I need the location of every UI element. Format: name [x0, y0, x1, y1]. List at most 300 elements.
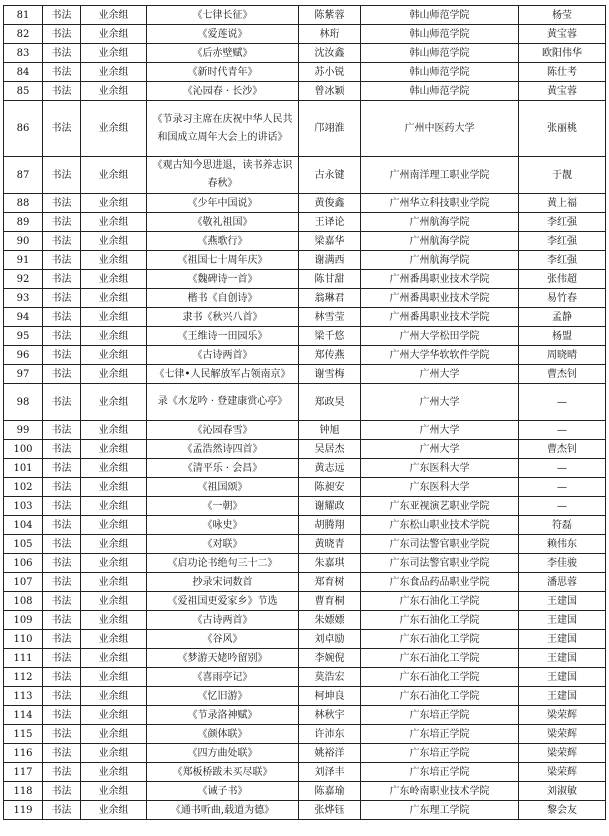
advisor-cell: 黎会友	[519, 801, 606, 820]
category-cell: 书法	[43, 706, 81, 725]
group-cell: 业余组	[81, 6, 147, 25]
work-title-cell: 隶书《秋兴八首》	[147, 308, 299, 327]
advisor-cell: 曹杰钊	[519, 365, 606, 384]
school-cell: 广州大学	[361, 440, 519, 459]
school-cell: 广东石油化工学院	[361, 668, 519, 687]
table-row	[4, 308, 606, 327]
table-row	[4, 157, 606, 194]
row-number-cell: 97	[4, 365, 43, 384]
group-cell: 业余组	[81, 327, 147, 346]
school-cell: 广州大学华软软件学院	[361, 346, 519, 365]
author-cell: 郑育树	[299, 573, 361, 592]
advisor-cell: —	[519, 384, 606, 421]
group-cell: 业余组	[81, 101, 147, 157]
advisor-cell: 张伟超	[519, 270, 606, 289]
table-row	[4, 346, 606, 365]
category-cell: 书法	[43, 497, 81, 516]
group-cell: 业余组	[81, 289, 147, 308]
group-cell: 业余组	[81, 44, 147, 63]
table-row	[4, 251, 606, 270]
awards-table	[3, 5, 606, 820]
row-number-cell: 87	[4, 157, 43, 194]
group-cell: 业余组	[81, 630, 147, 649]
school-cell: 广州番禺职业技术学院	[361, 308, 519, 327]
table-row	[4, 421, 606, 440]
advisor-cell: 王建国	[519, 668, 606, 687]
category-cell: 书法	[43, 459, 81, 478]
work-title-cell: 《郑板桥跋未买尽联》	[147, 763, 299, 782]
row-number-cell: 107	[4, 573, 43, 592]
group-cell: 业余组	[81, 744, 147, 763]
advisor-cell: 易竹春	[519, 289, 606, 308]
author-cell: 黄志远	[299, 459, 361, 478]
category-cell: 书法	[43, 687, 81, 706]
group-cell: 业余组	[81, 535, 147, 554]
advisor-cell: 欧阳伟华	[519, 44, 606, 63]
author-cell: 梁嘉华	[299, 232, 361, 251]
table-row	[4, 6, 606, 25]
advisor-cell: 刘淑敏	[519, 782, 606, 801]
author-cell: 谢耀政	[299, 497, 361, 516]
author-cell: 黄晓青	[299, 535, 361, 554]
work-title-cell: 《沁园春雪》	[147, 421, 299, 440]
work-title-cell: 《少年中国说》	[147, 194, 299, 213]
school-cell: 韩山师范学院	[361, 6, 519, 25]
work-title-cell: 《王维诗一田园乐》	[147, 327, 299, 346]
advisor-cell: —	[519, 459, 606, 478]
row-number-cell: 91	[4, 251, 43, 270]
table-row	[4, 101, 606, 157]
row-number-cell: 102	[4, 478, 43, 497]
category-cell: 书法	[43, 744, 81, 763]
group-cell: 业余组	[81, 782, 147, 801]
author-cell: 曹育桐	[299, 592, 361, 611]
school-cell: 广东医科大学	[361, 459, 519, 478]
group-cell: 业余组	[81, 213, 147, 232]
table-row	[4, 478, 606, 497]
table-row	[4, 801, 606, 820]
work-title-cell: 楷书《自创诗》	[147, 289, 299, 308]
author-cell: 邝翊淮	[299, 101, 361, 157]
author-cell: 陈甘甜	[299, 270, 361, 289]
school-cell: 广东石油化工学院	[361, 592, 519, 611]
author-cell: 张烨钰	[299, 801, 361, 820]
author-cell: 钟旭	[299, 421, 361, 440]
category-cell: 书法	[43, 611, 81, 630]
work-title-cell: 《观古知今思进退，读书养志识春秋》	[147, 157, 299, 194]
advisor-cell: 符磊	[519, 516, 606, 535]
advisor-cell: —	[519, 497, 606, 516]
category-cell: 书法	[43, 82, 81, 101]
row-number-cell: 88	[4, 194, 43, 213]
category-cell: 书法	[43, 649, 81, 668]
author-cell: 陈昶安	[299, 478, 361, 497]
advisor-cell: 曹杰钊	[519, 440, 606, 459]
category-cell: 书法	[43, 516, 81, 535]
school-cell: 广东理工学院	[361, 801, 519, 820]
row-number-cell: 81	[4, 6, 43, 25]
school-cell: 广州大学	[361, 384, 519, 421]
row-number-cell: 108	[4, 592, 43, 611]
table-row	[4, 327, 606, 346]
work-title-cell: 《咏史》	[147, 516, 299, 535]
school-cell: 广州航海学院	[361, 251, 519, 270]
table-row	[4, 232, 606, 251]
work-title-cell: 录《水龙吟 · 登建康赏心亭》	[147, 384, 299, 421]
table-row	[4, 365, 606, 384]
advisor-cell: 陈仕考	[519, 63, 606, 82]
row-number-cell: 103	[4, 497, 43, 516]
school-cell: 广东食品药品职业学院	[361, 573, 519, 592]
row-number-cell: 106	[4, 554, 43, 573]
advisor-cell: 梁荣辉	[519, 725, 606, 744]
work-title-cell: 《一朝》	[147, 497, 299, 516]
group-cell: 业余组	[81, 384, 147, 421]
author-cell: 陈嘉瑜	[299, 782, 361, 801]
group-cell: 业余组	[81, 459, 147, 478]
advisor-cell: 李红强	[519, 251, 606, 270]
row-number-cell: 105	[4, 535, 43, 554]
school-cell: 广州番禺职业技术学院	[361, 289, 519, 308]
category-cell: 书法	[43, 213, 81, 232]
work-title-cell: 《通书听曲,载道为德》	[147, 801, 299, 820]
author-cell: 林珩	[299, 25, 361, 44]
author-cell: 曾冰颖	[299, 82, 361, 101]
advisor-cell: 黄上福	[519, 194, 606, 213]
group-cell: 业余组	[81, 801, 147, 820]
advisor-cell: 李红强	[519, 213, 606, 232]
work-title-cell: 《清平乐 · 会昌》	[147, 459, 299, 478]
author-cell: 苏小锐	[299, 63, 361, 82]
author-cell: 谢满西	[299, 251, 361, 270]
work-title-cell: 《谷风》	[147, 630, 299, 649]
author-cell: 黄俊鑫	[299, 194, 361, 213]
advisor-cell: 潘思蓉	[519, 573, 606, 592]
advisor-cell: 王建国	[519, 611, 606, 630]
category-cell: 书法	[43, 270, 81, 289]
row-number-cell: 89	[4, 213, 43, 232]
author-cell: 柯坤良	[299, 687, 361, 706]
table-row	[4, 630, 606, 649]
row-number-cell: 118	[4, 782, 43, 801]
advisor-cell: 王建国	[519, 687, 606, 706]
group-cell: 业余组	[81, 346, 147, 365]
group-cell: 业余组	[81, 497, 147, 516]
category-cell: 书法	[43, 440, 81, 459]
group-cell: 业余组	[81, 251, 147, 270]
advisor-cell: 王建国	[519, 592, 606, 611]
author-cell: 梁千悠	[299, 327, 361, 346]
work-title-cell: 《敬礼祖国》	[147, 213, 299, 232]
author-cell: 郑政昊	[299, 384, 361, 421]
row-number-cell: 98	[4, 384, 43, 421]
row-number-cell: 117	[4, 763, 43, 782]
group-cell: 业余组	[81, 592, 147, 611]
category-cell: 书法	[43, 384, 81, 421]
school-cell: 广东石油化工学院	[361, 630, 519, 649]
category-cell: 书法	[43, 801, 81, 820]
table-row	[4, 611, 606, 630]
author-cell: 朱嫖嫖	[299, 611, 361, 630]
school-cell: 广州华立科技职业学院	[361, 194, 519, 213]
row-number-cell: 94	[4, 308, 43, 327]
author-cell: 许沛东	[299, 725, 361, 744]
table-row	[4, 25, 606, 44]
work-title-cell: 《新时代青年》	[147, 63, 299, 82]
work-title-cell: 《魏碑诗一首》	[147, 270, 299, 289]
table-row	[4, 384, 606, 421]
table-body	[4, 6, 606, 820]
author-cell: 翁琳君	[299, 289, 361, 308]
row-number-cell: 104	[4, 516, 43, 535]
work-title-cell: 《七律•人民解放军占领南京》	[147, 365, 299, 384]
category-cell: 书法	[43, 630, 81, 649]
author-cell: 刘泽丰	[299, 763, 361, 782]
school-cell: 广东培正学院	[361, 744, 519, 763]
work-title-cell: 《忆旧游》	[147, 687, 299, 706]
author-cell: 古永键	[299, 157, 361, 194]
category-cell: 书法	[43, 346, 81, 365]
advisor-cell: 黄宝蓉	[519, 82, 606, 101]
table-row	[4, 194, 606, 213]
group-cell: 业余组	[81, 270, 147, 289]
work-title-cell: 《诫子书》	[147, 782, 299, 801]
category-cell: 书法	[43, 782, 81, 801]
advisor-cell: —	[519, 478, 606, 497]
category-cell: 书法	[43, 365, 81, 384]
advisor-cell: —	[519, 421, 606, 440]
advisor-cell: 周晓晴	[519, 346, 606, 365]
group-cell: 业余组	[81, 308, 147, 327]
school-cell: 广州大学松田学院	[361, 327, 519, 346]
table-row	[4, 213, 606, 232]
school-cell: 韩山师范学院	[361, 44, 519, 63]
author-cell: 林秋宇	[299, 706, 361, 725]
school-cell: 广州大学	[361, 421, 519, 440]
group-cell: 业余组	[81, 725, 147, 744]
author-cell: 林雪莹	[299, 308, 361, 327]
school-cell: 韩山师范学院	[361, 25, 519, 44]
table-row	[4, 459, 606, 478]
work-title-cell: 抄录宋词数首	[147, 573, 299, 592]
author-cell: 王译论	[299, 213, 361, 232]
group-cell: 业余组	[81, 668, 147, 687]
advisor-cell: 王建国	[519, 630, 606, 649]
category-cell: 书法	[43, 6, 81, 25]
author-cell: 陈紫蓉	[299, 6, 361, 25]
work-title-cell: 《四方曲处联》	[147, 744, 299, 763]
school-cell: 广东松山职业技术学院	[361, 516, 519, 535]
row-number-cell: 99	[4, 421, 43, 440]
school-cell: 广州大学	[361, 365, 519, 384]
row-number-cell: 84	[4, 63, 43, 82]
category-cell: 书法	[43, 101, 81, 157]
school-cell: 广东司法警官职业学院	[361, 554, 519, 573]
category-cell: 书法	[43, 194, 81, 213]
row-number-cell: 85	[4, 82, 43, 101]
table-row	[4, 289, 606, 308]
author-cell: 吴居杰	[299, 440, 361, 459]
row-number-cell: 96	[4, 346, 43, 365]
work-title-cell: 《启功论书绝句三十二》	[147, 554, 299, 573]
school-cell: 广州航海学院	[361, 232, 519, 251]
table-row	[4, 763, 606, 782]
work-title-cell: 《祖国颂》	[147, 478, 299, 497]
author-cell: 姚裕洋	[299, 744, 361, 763]
category-cell: 书法	[43, 251, 81, 270]
group-cell: 业余组	[81, 516, 147, 535]
work-title-cell: 《沁园春 · 长沙》	[147, 82, 299, 101]
group-cell: 业余组	[81, 25, 147, 44]
group-cell: 业余组	[81, 440, 147, 459]
group-cell: 业余组	[81, 649, 147, 668]
school-cell: 广东亚视演艺职业学院	[361, 497, 519, 516]
table-row	[4, 687, 606, 706]
school-cell: 广州航海学院	[361, 213, 519, 232]
table-row	[4, 535, 606, 554]
group-cell: 业余组	[81, 82, 147, 101]
row-number-cell: 116	[4, 744, 43, 763]
table-row	[4, 744, 606, 763]
category-cell: 书法	[43, 668, 81, 687]
school-cell: 广东培正学院	[361, 725, 519, 744]
school-cell: 广东司法警官职业学院	[361, 535, 519, 554]
row-number-cell: 86	[4, 101, 43, 157]
row-number-cell: 95	[4, 327, 43, 346]
row-number-cell: 82	[4, 25, 43, 44]
row-number-cell: 112	[4, 668, 43, 687]
school-cell: 广东石油化工学院	[361, 611, 519, 630]
work-title-cell: 《燕歌行》	[147, 232, 299, 251]
advisor-cell: 杨盟	[519, 327, 606, 346]
work-title-cell: 《颜体联》	[147, 725, 299, 744]
table-row	[4, 668, 606, 687]
category-cell: 书法	[43, 63, 81, 82]
table-row	[4, 497, 606, 516]
table-row	[4, 782, 606, 801]
advisor-cell: 赖伟东	[519, 535, 606, 554]
work-title-cell: 《喜雨亭记》	[147, 668, 299, 687]
table-row	[4, 44, 606, 63]
work-title-cell: 《爱莲说》	[147, 25, 299, 44]
work-title-cell: 《祖国七十周年庆》	[147, 251, 299, 270]
work-title-cell: 《对联》	[147, 535, 299, 554]
group-cell: 业余组	[81, 706, 147, 725]
author-cell: 胡腾翔	[299, 516, 361, 535]
advisor-cell: 张丽桃	[519, 101, 606, 157]
row-number-cell: 114	[4, 706, 43, 725]
table-row	[4, 440, 606, 459]
category-cell: 书法	[43, 308, 81, 327]
author-cell: 莫浩宏	[299, 668, 361, 687]
row-number-cell: 115	[4, 725, 43, 744]
row-number-cell: 113	[4, 687, 43, 706]
category-cell: 书法	[43, 232, 81, 251]
category-cell: 书法	[43, 535, 81, 554]
category-cell: 书法	[43, 421, 81, 440]
school-cell: 广东石油化工学院	[361, 649, 519, 668]
table-row	[4, 63, 606, 82]
table-row	[4, 706, 606, 725]
school-cell: 广东培正学院	[361, 763, 519, 782]
group-cell: 业余组	[81, 194, 147, 213]
school-cell: 广东医科大学	[361, 478, 519, 497]
group-cell: 业余组	[81, 232, 147, 251]
author-cell: 郑传燕	[299, 346, 361, 365]
category-cell: 书法	[43, 554, 81, 573]
table-row	[4, 649, 606, 668]
group-cell: 业余组	[81, 573, 147, 592]
row-number-cell: 90	[4, 232, 43, 251]
work-title-cell: 《孟浩然诗四首》	[147, 440, 299, 459]
work-title-cell: 《七律长征》	[147, 6, 299, 25]
advisor-cell: 杨莹	[519, 6, 606, 25]
category-cell: 书法	[43, 725, 81, 744]
work-title-cell: 《后赤壁赋》	[147, 44, 299, 63]
group-cell: 业余组	[81, 687, 147, 706]
table-row	[4, 516, 606, 535]
author-cell: 朱嘉琪	[299, 554, 361, 573]
table-row	[4, 725, 606, 744]
advisor-cell: 黄宝蓉	[519, 25, 606, 44]
school-cell: 广州番禺职业技术学院	[361, 270, 519, 289]
advisor-cell: 梁荣辉	[519, 706, 606, 725]
row-number-cell: 109	[4, 611, 43, 630]
row-number-cell: 101	[4, 459, 43, 478]
row-number-cell: 93	[4, 289, 43, 308]
group-cell: 业余组	[81, 63, 147, 82]
category-cell: 书法	[43, 478, 81, 497]
category-cell: 书法	[43, 25, 81, 44]
author-cell: 谢雪梅	[299, 365, 361, 384]
group-cell: 业余组	[81, 554, 147, 573]
row-number-cell: 119	[4, 801, 43, 820]
table-row	[4, 592, 606, 611]
school-cell: 广东岭南职业技术学院	[361, 782, 519, 801]
row-number-cell: 111	[4, 649, 43, 668]
advisor-cell: 李佳骏	[519, 554, 606, 573]
table-row	[4, 573, 606, 592]
advisor-cell: 孟静	[519, 308, 606, 327]
work-title-cell: 《古诗两首》	[147, 611, 299, 630]
school-cell: 广东培正学院	[361, 706, 519, 725]
group-cell: 业余组	[81, 157, 147, 194]
group-cell: 业余组	[81, 478, 147, 497]
category-cell: 书法	[43, 327, 81, 346]
work-title-cell: 《古诗两首》	[147, 346, 299, 365]
row-number-cell: 110	[4, 630, 43, 649]
school-cell: 广州中医药大学	[361, 101, 519, 157]
school-cell: 广州南洋理工职业学院	[361, 157, 519, 194]
advisor-cell: 李红强	[519, 232, 606, 251]
advisor-cell: 王建国	[519, 649, 606, 668]
group-cell: 业余组	[81, 763, 147, 782]
category-cell: 书法	[43, 157, 81, 194]
row-number-cell: 83	[4, 44, 43, 63]
table-row	[4, 82, 606, 101]
category-cell: 书法	[43, 763, 81, 782]
author-cell: 沈汝鑫	[299, 44, 361, 63]
school-cell: 韩山师范学院	[361, 82, 519, 101]
category-cell: 书法	[43, 289, 81, 308]
group-cell: 业余组	[81, 421, 147, 440]
advisor-cell: 梁荣辉	[519, 763, 606, 782]
author-cell: 刘卓励	[299, 630, 361, 649]
row-number-cell: 100	[4, 440, 43, 459]
group-cell: 业余组	[81, 611, 147, 630]
advisor-cell: 梁荣辉	[519, 744, 606, 763]
table-row	[4, 554, 606, 573]
